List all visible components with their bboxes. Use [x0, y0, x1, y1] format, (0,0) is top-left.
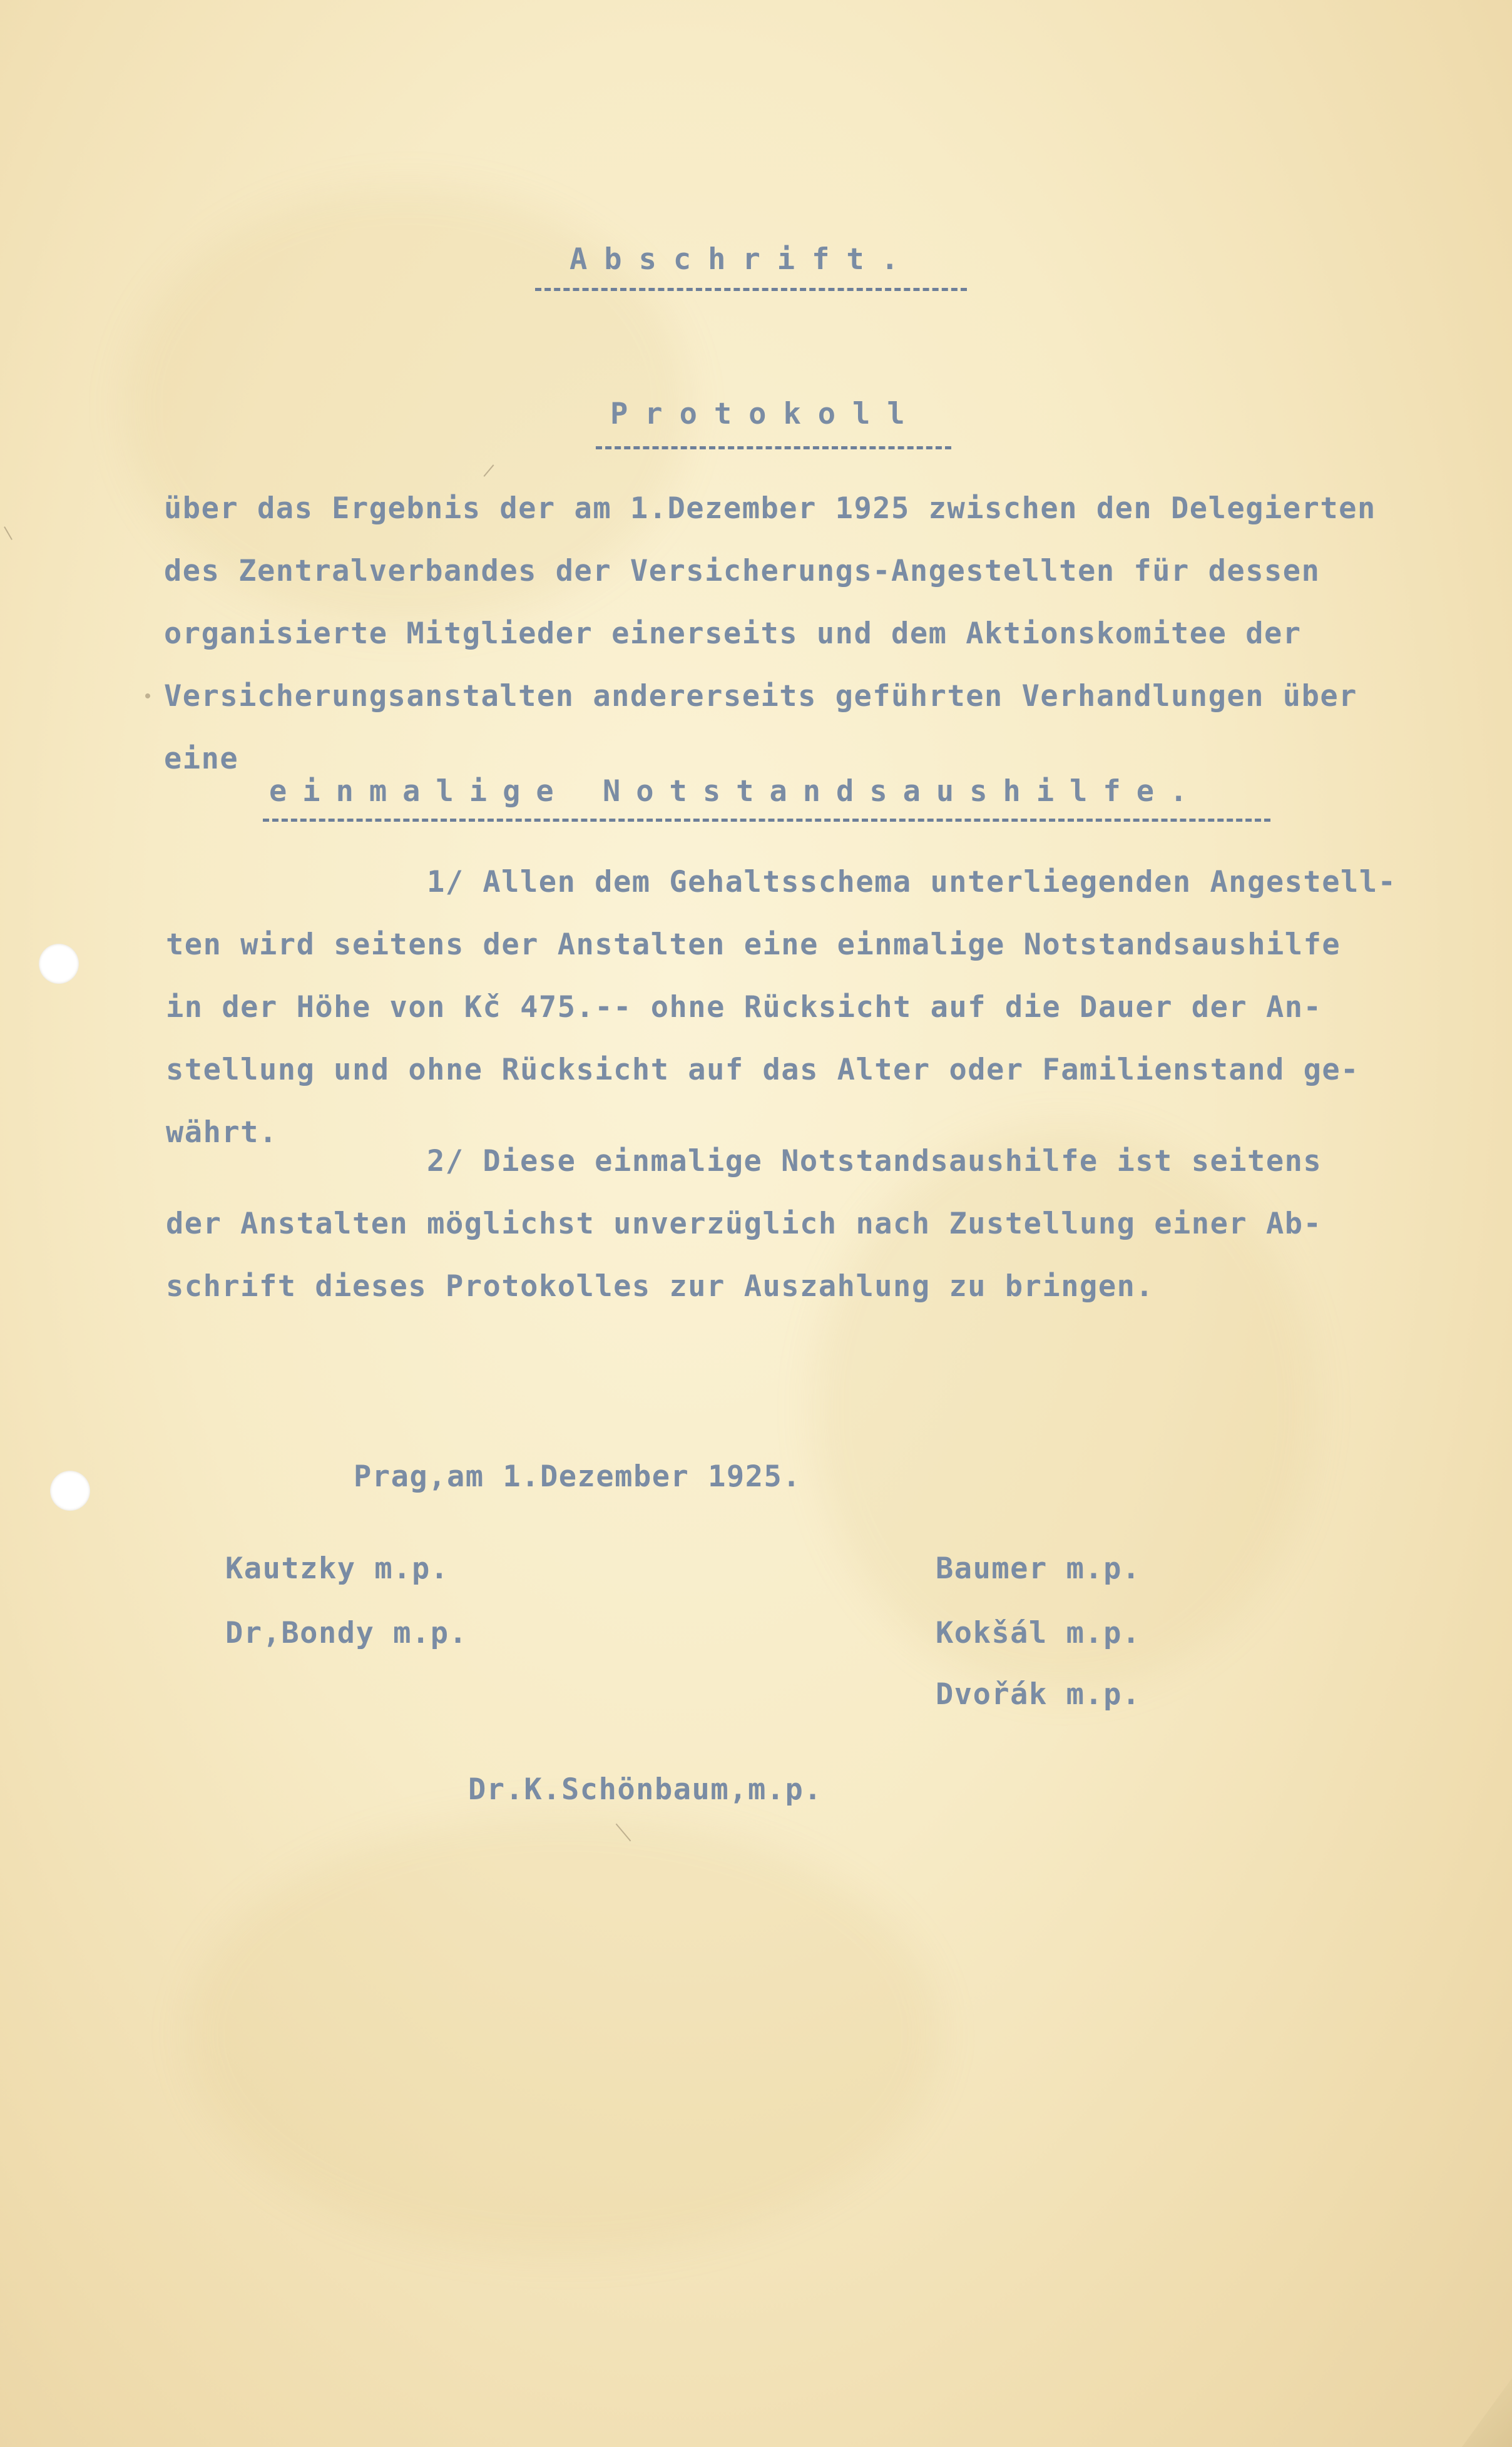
pen-mark — [4, 526, 13, 540]
document-subject: einmalige Notstandsaushilfe. — [269, 774, 1203, 809]
signature-schonbaum: Dr.K.Schönbaum,m.p. — [468, 1772, 823, 1807]
signature-baumer: Baumer m.p. — [936, 1551, 1141, 1586]
point-2-line: 2/ Diese einmalige Notstandsaushilfe ist seitens — [427, 1144, 1322, 1178]
intro-line: des Zentralverbandes der Versicherungs-Angestellten für dessen — [164, 554, 1320, 588]
intro-line: eine — [164, 742, 239, 776]
point-1-line: in der Höhe von Kč 475.-- ohne Rücksicht auf die Dauer der An- — [166, 990, 1322, 1024]
point-1-line: ten wird seitens der Anstalten eine einmalige Notstandsaushilfe — [166, 927, 1341, 962]
paper-stain — [188, 1815, 939, 2253]
punch-hole-top — [39, 944, 79, 984]
signature-kautzky: Kautzky m.p. — [225, 1551, 449, 1586]
paper-corner-fold — [1462, 2378, 1512, 2447]
intro-line: über das Ergebnis der am 1.Dezember 1925 zwischen den Delegierten — [164, 491, 1376, 526]
signature-koksal: Kokšál m.p. — [936, 1616, 1141, 1650]
point-1-line: stellung und ohne Rücksicht auf das Alter oder Familienstand ge- — [166, 1053, 1359, 1087]
pen-mark — [145, 693, 151, 699]
place-date: Prag,am 1.Dezember 1925. — [354, 1459, 802, 1494]
punch-hole-bottom — [50, 1471, 90, 1511]
document-title: Protokoll — [610, 397, 922, 431]
point-2-line: schrift dieses Protokolles zur Auszahlung zu bringen. — [166, 1269, 1155, 1304]
point-1-line: 1/ Allen dem Gehaltsschema unterliegenden Angestell- — [427, 865, 1397, 899]
signature-dvorak: Dvořák m.p. — [936, 1677, 1141, 1712]
heading-underline — [535, 288, 967, 291]
signature-bondy: Dr,Bondy m.p. — [225, 1616, 468, 1650]
intro-line: Versicherungsanstalten andererseits geführten Verhandlungen über — [164, 679, 1357, 713]
point-1-line: währt. — [166, 1115, 278, 1150]
intro-line: organisierte Mitglieder einerseits und dem Aktionskomitee der — [164, 616, 1302, 651]
subject-underline — [263, 819, 1270, 822]
title-underline — [596, 446, 951, 449]
document-heading: Abschrift. — [570, 242, 916, 277]
point-2-line: der Anstalten möglichst unverzüglich nach Zustellung einer Ab- — [166, 1207, 1322, 1241]
